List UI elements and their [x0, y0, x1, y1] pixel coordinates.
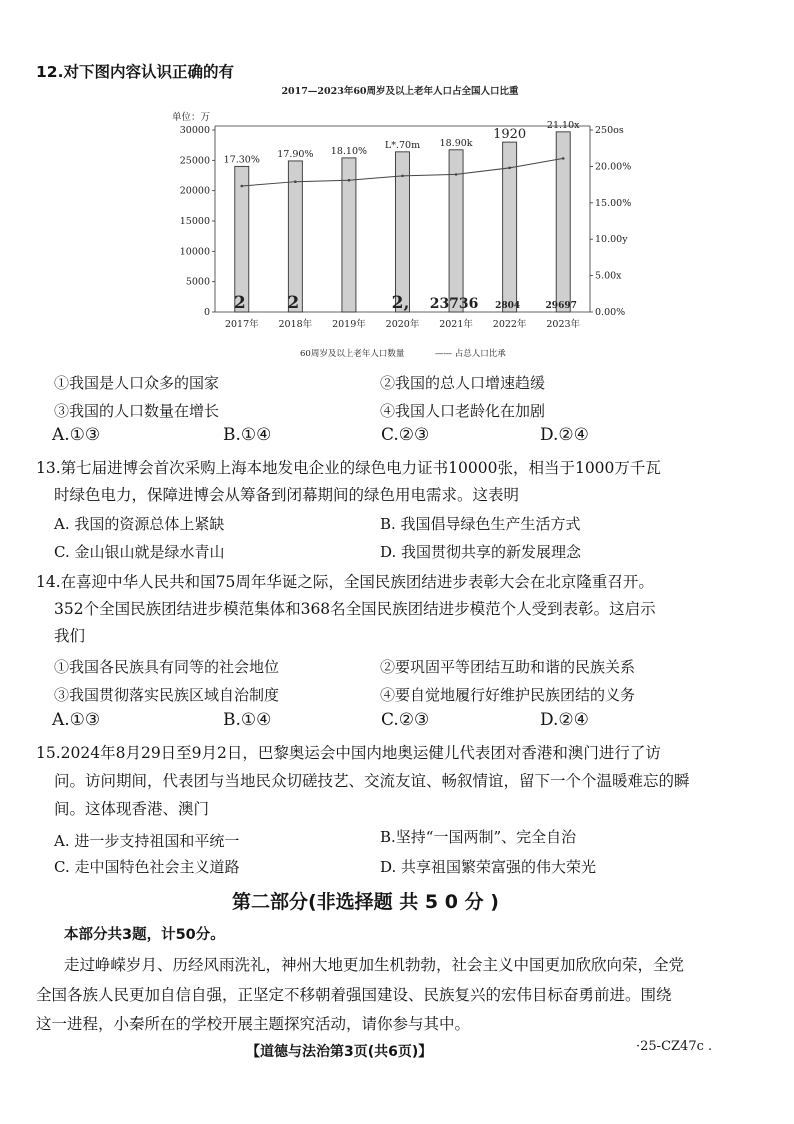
x-tick-label: 2020年 [385, 319, 420, 330]
right-tick-label: 5.00x [595, 270, 622, 282]
part-two-line-2: 全国各族人民更加自信自强，正坚定不移朝着强国建设、民族复兴的宏伟目标奋勇前进。围绕 [36, 986, 672, 1004]
percent-data-label: 1920 [493, 127, 527, 143]
bar-value-label: 2, [391, 293, 410, 313]
percent-data-label: 17.90% [277, 148, 314, 160]
ratio-point [455, 173, 458, 176]
q14-statement-3: ③我国贯彻落实民族区域自治制度 [54, 686, 280, 704]
q13-option-b[interactable]: B. 我国倡导绿色生产生活方式 [380, 515, 581, 533]
q13-option-d[interactable]: D. 我国贯彻共享的新发展理念 [380, 543, 582, 561]
chart-unit-label: 单位：万 [172, 112, 211, 123]
chart-title: 2017—2023年60周岁及以上老年人口占全国人口比重 [281, 86, 519, 97]
ratio-point [348, 179, 351, 182]
q15-option-d[interactable]: D. 共享祖国繁荣富强的伟大荣光 [380, 858, 597, 876]
q14-line-2: 352个全国民族团结进步模范集体和368名全国民族团结进步模范个人受到表彰。这启示 [54, 600, 656, 618]
q15-line-2: 问。访问期间，代表团与当地民众切磋技艺、交流友谊、畅叙情谊，留下一个个温暖难忘的瞬 [54, 772, 690, 790]
q13-line-2: 时绿色电力，保障进博会从筹备到闭幕期间的绿色用电需求。这表明 [54, 486, 520, 504]
q15-line-1: 15.2024年8月29日至9月2日，巴黎奥运会中国内地奥运健儿代表团对香港和澳门进行了访 [36, 744, 661, 762]
q12-statement-4: ④我国人口老龄化在加剧 [380, 402, 546, 420]
q12-choice-b[interactable]: B.①④ [223, 425, 272, 445]
document-code: ·25-CZ47c . [636, 1039, 713, 1054]
bar-value-label: 2 [287, 293, 300, 313]
ratio-point [508, 167, 511, 170]
q12-statement-2: ②我国的总人口增速趋缓 [380, 374, 546, 392]
right-tick-label: 250os [595, 125, 624, 136]
q15-option-a[interactable]: A. 进一步支持祖国和平统一 [54, 832, 240, 850]
q15-line-3: 间。这体现香港、澳门 [54, 800, 210, 818]
part-two-line-1: 走过峥嵘岁月、历经风雨洗礼，神州大地更加生机勃勃，社会主义中国更加欣欣向荣，全党 [64, 956, 685, 974]
part-two-title: 第二部分(非选择题 共 5 0 分 ) [232, 891, 499, 913]
right-tick-label: 15.00% [595, 197, 632, 209]
bar-2017年 [235, 166, 249, 312]
right-tick-label: 20.00% [595, 161, 632, 173]
left-tick-label: 30000 [179, 125, 210, 136]
q14-choice-b[interactable]: B.①④ [223, 710, 272, 730]
part-two-line-3: 这一进程，小秦所在的学校开展主题探究活动，请你参与其中。 [36, 1015, 471, 1033]
percent-data-label: 18.10% [330, 145, 368, 157]
bar-value-label: 2 [233, 293, 246, 313]
q14-line-3: 我们 [54, 627, 86, 645]
bar-2018年 [288, 161, 302, 312]
q15-option-c[interactable]: C. 走中国特色社会主义道路 [54, 858, 240, 876]
x-tick-label: 2019年 [332, 319, 366, 330]
left-tick-label: 25000 [179, 155, 210, 167]
q12-choice-c[interactable]: C.②③ [381, 425, 430, 445]
q13-option-a[interactable]: A. 我国的资源总体上紧缺 [54, 515, 225, 533]
q14-statement-4: ④要自觉地履行好维护民族团结的义务 [380, 686, 636, 704]
x-tick-label: 2022年 [492, 319, 527, 330]
left-tick-label: 0 [203, 307, 210, 318]
part-two-intro: 本部分共3题，计50分。 [64, 927, 225, 943]
q12-statement-1: ①我国是人口众多的国家 [54, 374, 220, 392]
q12-choice-d[interactable]: D.②④ [540, 425, 589, 445]
percent-data-label: 21.10x [546, 119, 580, 131]
page-footer: 【道德与法治第3页(共6页)】 [246, 1044, 433, 1060]
right-tick-label: 0.00% [595, 307, 626, 318]
ratio-point [401, 175, 404, 178]
percent-data-label: 17.30% [223, 154, 260, 166]
q14-choice-c[interactable]: C.②③ [381, 710, 430, 730]
ratio-point [562, 157, 565, 160]
percent-data-label: 18.90k [439, 137, 473, 149]
left-tick-label: 5000 [185, 276, 210, 288]
elderly-population-chart [150, 80, 650, 365]
ratio-point [294, 180, 297, 183]
q15-option-b[interactable]: B.坚持“一国两制”、完全自治 [380, 828, 577, 846]
ratio-point [240, 185, 243, 188]
x-tick-label: 2017年 [224, 319, 259, 330]
q13-option-c[interactable]: C. 金山银山就是绿水青山 [54, 543, 225, 561]
q13-line-1: 13.第七届进博会首次采购上海本地发电企业的绿色电力证书10000张，相当于1000万千瓦 [36, 459, 661, 477]
x-tick-label: 2018年 [278, 319, 313, 330]
bar-value-label: 23736 [429, 296, 479, 312]
q12-choice-a[interactable]: A.①③ [52, 425, 101, 445]
q14-statement-2: ②要巩固平等团结互助和谐的民族关系 [380, 658, 636, 676]
q14-choice-d[interactable]: D.②④ [540, 710, 589, 730]
left-tick-label: 15000 [179, 216, 210, 227]
bar-value-label: 2804 [495, 301, 521, 311]
legend-line-label: —— 占总人口比承 [435, 349, 506, 359]
q14-line-1: 14.在喜迎中华人民共和国75周年华诞之际，全国民族团结进步表彰大会在北京隆重召开。 [36, 573, 654, 591]
x-tick-label: 2023年 [546, 319, 581, 330]
left-tick-label: 10000 [179, 246, 210, 258]
q14-choice-a[interactable]: A.①③ [52, 710, 101, 730]
question-12-stem: 12.对下图内容认识正确的有 [36, 63, 234, 81]
legend-bar-label: 60周岁及以上老年人口数量 [300, 349, 405, 359]
left-tick-label: 20000 [179, 185, 210, 197]
percent-data-label: L*.70m [384, 139, 421, 151]
bar-value-label: 29697 [545, 301, 577, 311]
q14-statement-1: ①我国各民族具有同等的社会地位 [54, 658, 280, 676]
q12-statement-3: ③我国的人口数量在增长 [54, 402, 220, 420]
x-tick-label: 2021年 [439, 319, 473, 330]
right-tick-label: 10.00y [595, 234, 628, 246]
